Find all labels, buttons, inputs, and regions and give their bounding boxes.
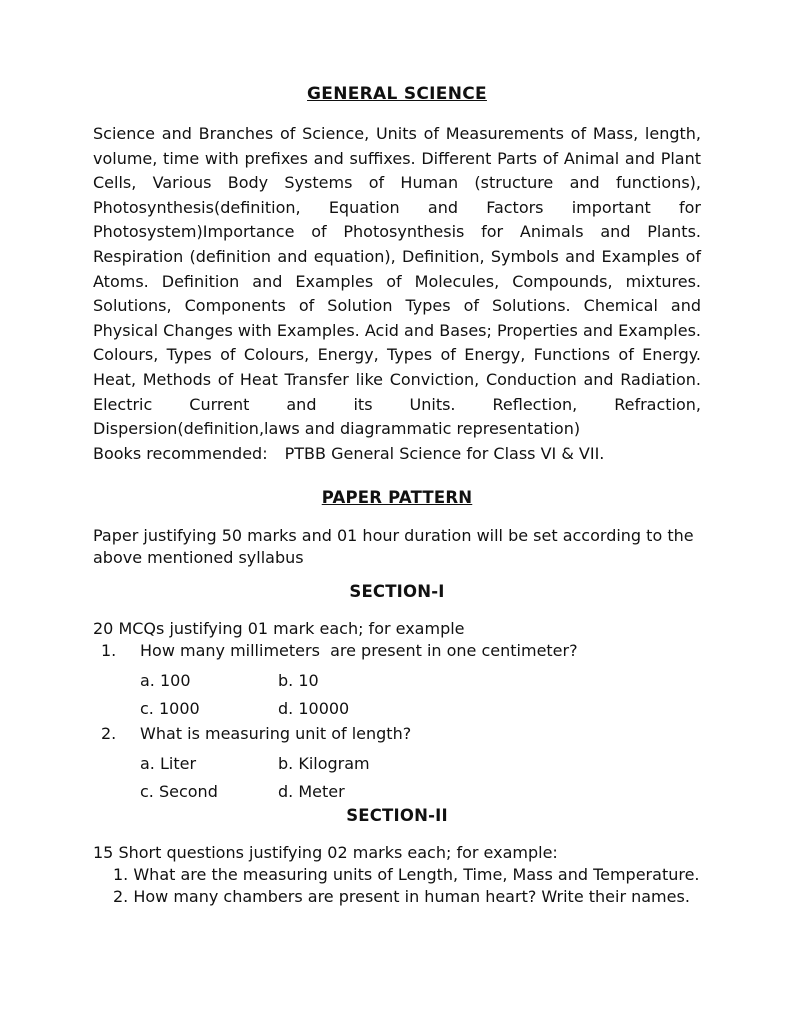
books-recommended-line bbox=[93, 442, 701, 467]
paper-pattern-text: Paper justifying 50 marks and 01 hour duration will be set according to the above mentioned syllabus bbox=[93, 526, 694, 567]
question-1-option-b: b. 10 bbox=[278, 671, 319, 691]
question-1-option-d: d. 10000 bbox=[278, 699, 350, 719]
question-1-option-c: c. 1000 bbox=[140, 699, 200, 719]
section-1-intro: 20 MCQs justifying 01 mark each; for example bbox=[93, 619, 465, 639]
question-1-number: 1. bbox=[101, 641, 117, 661]
section-2-intro: 15 Short questions justifying 02 marks each; for example: bbox=[93, 843, 558, 863]
syllabus-paragraph: Science and Branches of Science, Units of Measurements of Mass, length, volume, time with prefixes and suffixes. Different Parts of Animal and Plant Cells, Various Body Systems of Human (structure and functions), Photosynthesis(definition, Equation and Factors important for Photosystem)Importance of Photosynthesis for Animals and Plants. Respiration (definition and equation), Definition, Symbols and Examples of Atoms. Definition and Examples of Molecules, Compounds, mixtures. Solutions, Components of Solution Types of Solutions. Chemical and Physical Changes with Examples. Acid and Bases; Properties and Examples. Colours, Types of Colours, Energy, Types of Energy, Functions of Energy. Heat, Methods of Heat Transfer like Conviction, Conduction and Radiation. Electric Current and its Units. Reflection, Refraction, Dispersion(definition,laws and diagrammatic representation) bbox=[93, 124, 701, 439]
short-questions-list bbox=[93, 864, 701, 908]
short-question-2: 2. How many chambers are present in human heart? Write their names. bbox=[113, 887, 690, 907]
question-2-option-b: b. Kilogram bbox=[278, 754, 370, 774]
mcq-question-1 bbox=[101, 640, 701, 662]
question-2-option-d: d. Meter bbox=[278, 782, 345, 802]
books-recommended-label: Books recommended: bbox=[93, 443, 268, 463]
books-recommended-value: PTBB General Science for Class VI & VII. bbox=[284, 443, 605, 463]
question-1-text: How many millimeters are present in one centimeter? bbox=[140, 641, 578, 661]
question-2-number: 2. bbox=[101, 724, 117, 744]
mcq-question-2 bbox=[101, 723, 701, 745]
question-2-option-a: a. Liter bbox=[140, 754, 197, 774]
paper-pattern-heading: PAPER PATTERN bbox=[321, 488, 473, 508]
short-question-1: 1. What are the measuring units of Length, Time, Mass and Temperature. bbox=[113, 865, 700, 885]
section-2-heading: SECTION-II bbox=[346, 806, 448, 826]
section-1-heading: SECTION-I bbox=[349, 582, 445, 602]
page-title: GENERAL SCIENCE bbox=[307, 84, 487, 104]
mcq-question-2-options bbox=[140, 750, 701, 806]
question-1-option-a: a. 100 bbox=[140, 671, 191, 691]
mcq-question-1-options bbox=[140, 667, 701, 723]
question-2-text: What is measuring unit of length? bbox=[140, 724, 412, 744]
question-2-option-c: c. Second bbox=[140, 782, 218, 802]
